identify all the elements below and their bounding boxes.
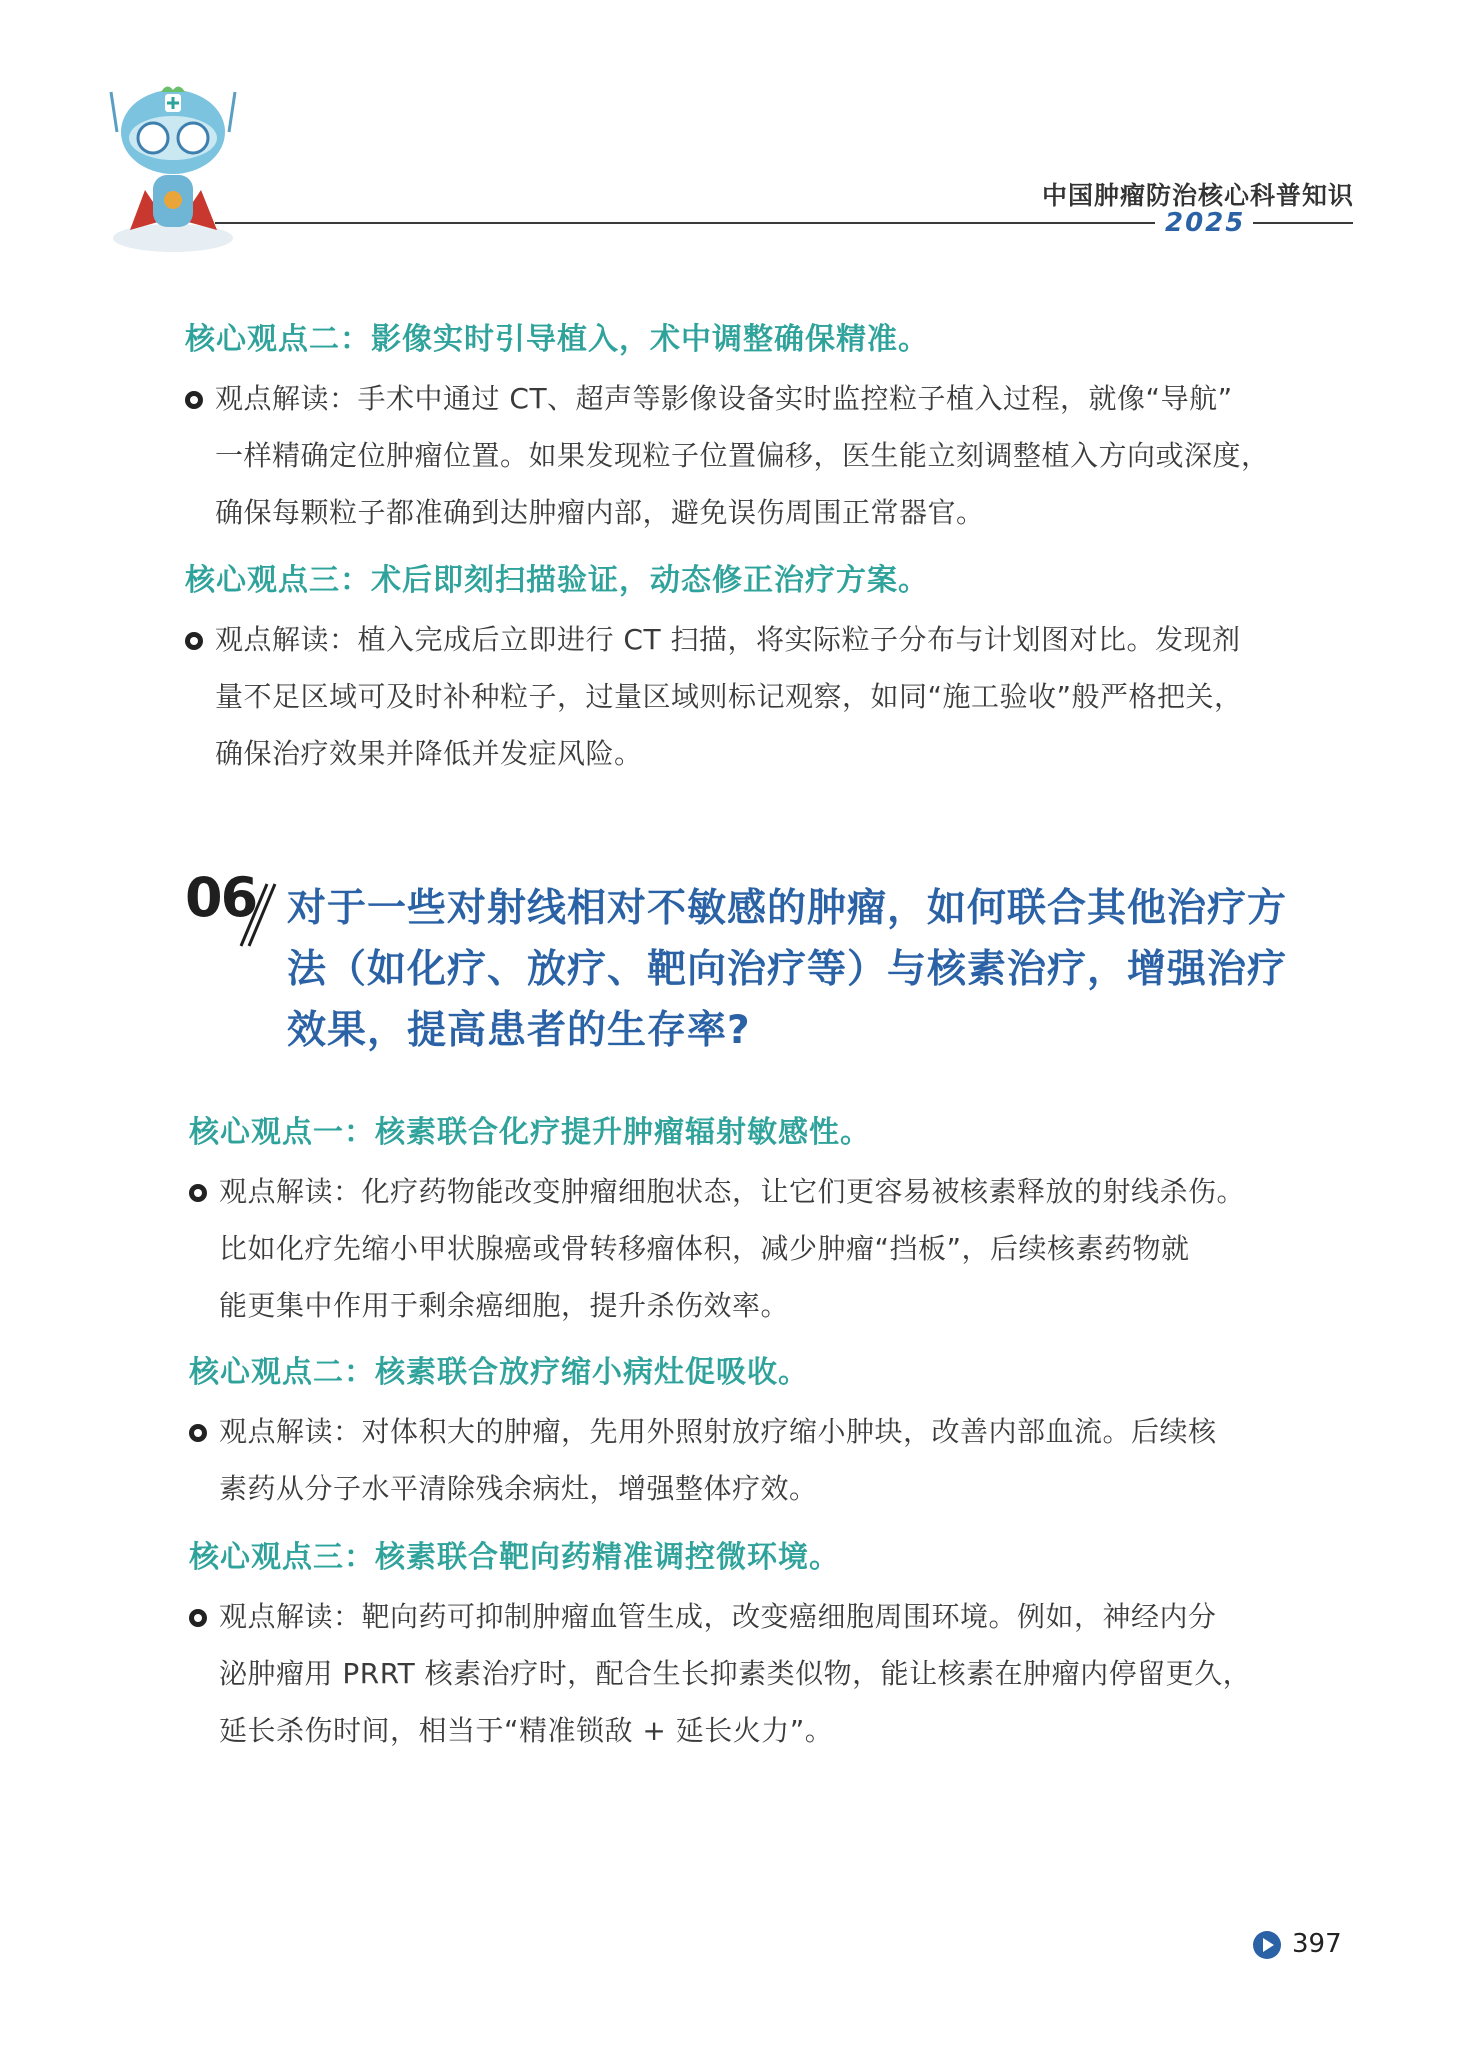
body-line: 确保治疗效果并降低并发症风险。 <box>215 737 643 770</box>
robot-mascot-icon <box>105 80 240 255</box>
core-point-heading: 核心观点三：术后即刻扫描验证，动态修正治疗方案。 <box>185 563 929 598</box>
question-title-line: 效果，提高患者的生存率? <box>287 1008 751 1053</box>
bullet-icon <box>189 1184 207 1202</box>
core-point-heading: 核心观点二：核素联合放疗缩小病灶促吸收。 <box>189 1355 809 1390</box>
core-point-heading: 核心观点三：核素联合靶向药精准调控微环境。 <box>189 1540 840 1575</box>
header-title: 中国肿瘤防治核心科普知识 <box>1041 181 1354 210</box>
body-line: 观点解读：靶向药可抑制肿瘤血管生成，改变癌细胞周围环境。例如，神经内分 <box>219 1600 1217 1633</box>
core-point-heading: 核心观点二：影像实时引导植入，术中调整确保精准。 <box>185 322 929 357</box>
body-line: 观点解读：植入完成后立即进行 CT 扫描，将实际粒子分布与计划图对比。发现剂 <box>215 623 1241 656</box>
page-arrow-icon <box>1253 1931 1281 1959</box>
bullet-icon <box>185 632 203 650</box>
question-title <box>287 878 1337 1061</box>
body-line: 泌肿瘤用 PRRT 核素治疗时，配合生长抑素类似物，能让核素在肿瘤内停留更久， <box>219 1657 1252 1690</box>
core-point-body <box>219 1403 1339 1517</box>
question-title-line: 对于一些对射线相对不敏感的肿瘤，如何联合其他治疗方 <box>287 886 1288 931</box>
body-line: 量不足区域可及时补种粒子，过量区域则标记观察，如同“施工验收”般严格把关， <box>215 680 1243 713</box>
body-line: 观点解读：化疗药物能改变肿瘤细胞状态，让它们更容易被核素释放的射线杀伤。 <box>219 1175 1246 1208</box>
body-line: 观点解读：对体积大的肿瘤，先用外照射放疗缩小肿块，改善内部血流。后续核 <box>219 1415 1217 1448</box>
body-line: 比如化疗先缩小甲状腺癌或骨转移瘤体积，减少肿瘤“挡板”，后续核素药物就 <box>219 1232 1190 1265</box>
bullet-icon <box>189 1609 207 1627</box>
body-line: 延长杀伤时间，相当于“精准锁敌 + 延长火力”。 <box>219 1714 834 1747</box>
header-year: 2025 <box>1165 208 1246 238</box>
core-point-body <box>215 611 1335 782</box>
body-line: 观点解读：手术中通过 CT、超声等影像设备实时监控粒子植入过程，就像“导航” <box>215 382 1233 415</box>
bullet-icon <box>185 391 203 409</box>
core-point-heading: 核心观点一：核素联合化疗提升肿瘤辐射敏感性。 <box>189 1115 871 1150</box>
core-point-body <box>219 1588 1339 1759</box>
body-line: 能更集中作用于剩余癌细胞，提升杀伤效率。 <box>219 1289 790 1322</box>
question-title-line: 法（如化疗、放疗、靶向治疗等）与核素治疗，增强治疗 <box>287 947 1288 992</box>
core-point-body <box>215 370 1335 541</box>
slash-decoration-icon <box>237 880 277 950</box>
header-divider <box>215 222 1155 224</box>
header-divider-right <box>1253 222 1353 224</box>
question-number: 06 <box>185 866 257 929</box>
body-line: 确保每颗粒子都准确到达肿瘤内部，避免误伤周围正常器官。 <box>215 496 985 529</box>
core-point-body <box>219 1163 1339 1334</box>
body-line: 素药从分子水平清除残余病灶，增强整体疗效。 <box>219 1472 818 1505</box>
body-line: 一样精确定位肿瘤位置。如果发现粒子位置偏移，医生能立刻调整植入方向或深度， <box>215 439 1270 472</box>
page-number: 397 <box>1292 1929 1342 1959</box>
bullet-icon <box>189 1424 207 1442</box>
